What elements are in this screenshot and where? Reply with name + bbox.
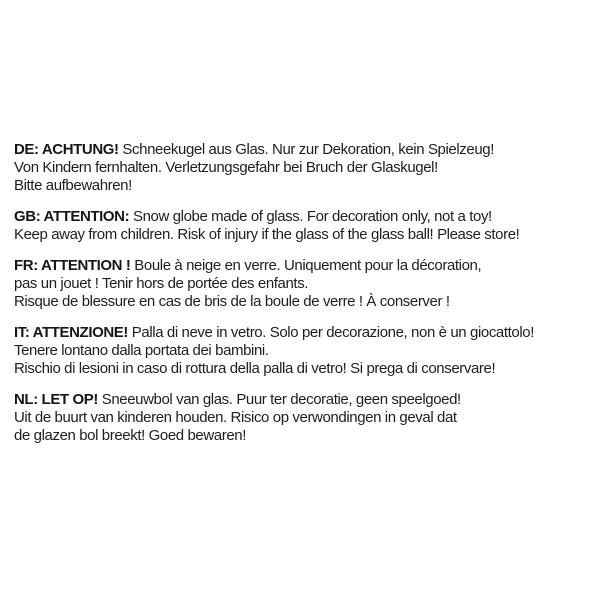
text-line: Palla di neve in vetro. Solo per decorazione, non è un giocattolo! (131, 324, 534, 341)
text-line: Schneekugel aus Glas. Nur zur Dekoration, kein Spielzeug! (122, 141, 495, 158)
section-nl (14, 391, 588, 445)
text-line: Risque de blessure en cas de bris de la boule de verre ! À conserver ! (14, 293, 450, 310)
section-gb-language-label: GB: ATTENTION: (14, 208, 130, 225)
section-gb (14, 208, 588, 244)
section-it-language-label: IT: ATTENZIONE! (14, 324, 128, 341)
warning-label-document (14, 141, 588, 458)
text-line: Tenere lontano dalla portata dei bambini. (14, 342, 269, 359)
text-line: Sneeuwbol van glas. Puur ter decoratie, geen speelgoed! (101, 391, 461, 408)
section-fr-language-label: FR: ATTENTION ! (14, 257, 131, 274)
text-line: Rischio di lesioni in caso di rottura della palla di vetro! Si prega di conservare! (14, 360, 496, 377)
text-line: de glazen bol breekt! Goed bewaren! (14, 427, 246, 444)
section-nl-language-label: NL: LET OP! (14, 391, 98, 408)
text-line: Boule à neige en verre. Uniquement pour la décoration, (134, 257, 482, 274)
text-line: pas un jouet ! Tenir hors de portée des enfants. (14, 275, 309, 292)
section-it (14, 324, 588, 378)
section-de-language-label: DE: ACHTUNG! (14, 141, 119, 158)
section-fr (14, 257, 588, 311)
text-line: Snow globe made of glass. For decoration only, not a toy! (133, 208, 492, 225)
text-line: Bitte aufbewahren! (14, 177, 132, 194)
text-line: Uit de buurt van kinderen houden. Risico op verwondingen in geval dat (14, 409, 457, 426)
text-line: Keep away from children. Risk of injury if the glass of the glass ball! Please store! (14, 226, 520, 243)
section-de (14, 141, 588, 195)
text-line: Von Kindern fernhalten. Verletzungsgefahr bei Bruch der Glaskugel! (14, 159, 438, 176)
